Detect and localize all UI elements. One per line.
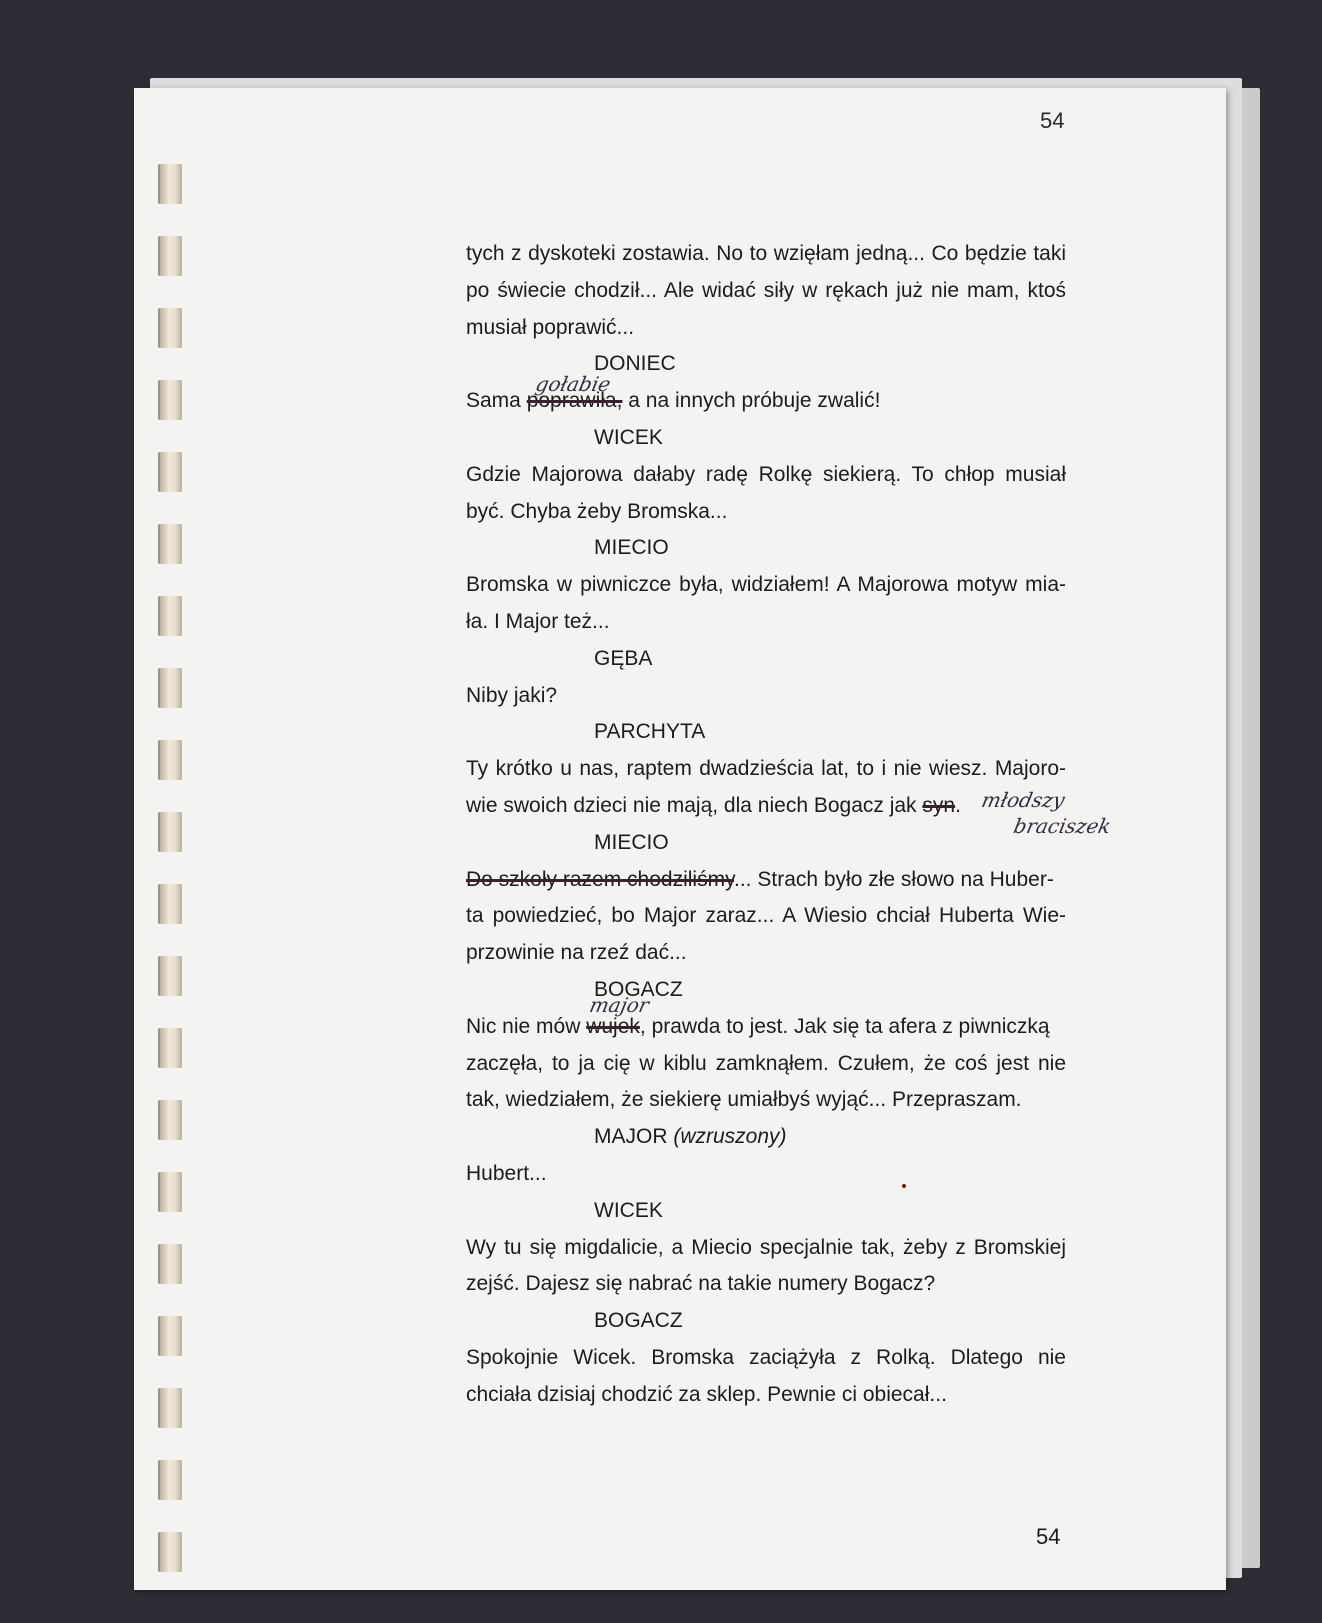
binding-ring [158,596,182,636]
binding-ring [158,1172,182,1212]
dialogue-line: po świecie chodził... Ale widać siły w rękach już nie mam, ktoś [466,278,1066,302]
dialogue-line: Gdzie Majorowa dałaby radę Rolkę siekierą. To chłop musiał [466,462,1066,486]
ink-mark [902,1184,906,1188]
character-name [466,1119,1066,1156]
character-name [466,825,1066,862]
dialogue-line: Hubert... [466,1161,547,1185]
character-name [466,1303,1066,1340]
binding-ring [158,1460,182,1500]
dialogue-line: tak, wiedziałem, że siekierę umiałbyś wyjąć... Przepraszam. [466,1088,1022,1112]
handwritten-correction: braciszek [1011,814,1114,838]
binding-ring [158,812,182,852]
dialogue-fragment: Nic nie mów [466,1014,587,1038]
character-name [466,420,1066,457]
page-number-top: 54 [1040,108,1065,133]
dialogue-line: zejść. Dajesz się nabrać na takie numery Bogacz? [466,1272,936,1296]
binding-ring [158,380,182,420]
dialogue-line: Bromska w piwniczce była, widziałem! A Majorowa motyw mia- [466,573,1066,597]
character-label: GĘBA [594,646,653,670]
character-label: MIECIO [594,536,669,560]
character-name [466,1193,1066,1230]
character-label: PARCHYTA [594,720,706,744]
dialogue-fragment: Sama [466,389,527,413]
binding-ring [158,1388,182,1428]
character-label: DONIEC [594,352,676,376]
struck-text: Do szkoły razem chodziliśmy [466,867,735,891]
handwritten-correction: młodszy [979,788,1067,812]
binding-ring [158,452,182,492]
binding-ring [158,236,182,276]
character-name [466,972,1066,1009]
binding-ring [158,164,182,204]
dialogue-line: musiał poprawić... [466,315,635,339]
struck-text: syn [922,793,956,817]
character-label: MIECIO [594,830,669,854]
dialogue-line: być. Chyba żeby Bromska... [466,499,728,523]
character-label: BOGACZ [594,1309,683,1333]
spiral-binding [138,92,198,1582]
binding-ring [158,1028,182,1068]
dialogue-line: zaczęła, to ja cię w kiblu zamknąłem. Czułem, że coś jest nie [466,1051,1066,1075]
dialogue-line: przowinie na rzeź dać... [466,941,687,965]
dialogue-fragment: . [955,793,961,817]
dialogue-fragment: a na innych próbuje zwalić! [622,389,881,413]
binding-ring [158,1532,182,1572]
dialogue-line: ła. I Major też... [466,609,610,633]
dialogue-line [466,862,1066,899]
dialogue-line: Spokojnie Wicek. Bromska zaciążyła z Rolką. Dlatego nie [466,1345,1066,1369]
character-name [466,641,1066,678]
character-label: WICEK [594,1198,663,1222]
dialogue-line: Niby jaki? [466,683,558,707]
script-text [466,236,1066,1414]
binding-ring [158,1100,182,1140]
character-name [466,714,1066,751]
character-name [466,530,1066,567]
dialogue-line: Ty krótko u nas, raptem dwadzieścia lat, to i nie wiesz. Majoro- [466,757,1066,781]
binding-ring [158,308,182,348]
binding-ring [158,524,182,564]
dialogue-line [466,788,1066,825]
dialogue-fragment: ... Strach było złe słowo na Huber- [734,867,1054,891]
dialogue-line: Wy tu się migdalicie, a Miecio specjalnie tak, żeby z Bromskiej [466,1235,1066,1259]
struck-text: wujek [586,1014,640,1038]
binding-ring [158,884,182,924]
binding-ring [158,668,182,708]
binding-ring [158,740,182,780]
stage-direction: (wzruszony) [673,1125,787,1149]
character-label: MAJOR [594,1125,668,1149]
character-label: WICEK [594,425,663,449]
handwritten-correction: gołabie [533,372,613,396]
character-label: BOGACZ [594,977,683,1001]
dialogue-line: tych z dyskoteki zostawia. No to wzięłam jedną... Co będzie taki [466,242,1066,265]
dialogue-line [466,1009,1066,1046]
dialogue-line: ta powiedzieć, bo Major zaraz... A Wiesio chciał Huberta Wie- [466,904,1066,928]
page-number: 54 [1036,1524,1061,1549]
dialogue-fragment: wie swoich dzieci nie mają, dla niech Bogacz jak [466,793,923,817]
binding-ring [158,1244,182,1284]
binding-ring [158,1316,182,1356]
dialogue-line: chciała dzisiaj chodzić za sklep. Pewnie ci obiecał... [466,1382,947,1406]
binding-ring [158,956,182,996]
struck-text: poprawiła, [526,389,623,413]
handwritten-correction: major [587,993,652,1017]
dialogue-fragment: , prawda to jest. Jak się ta afera z piwniczką [639,1014,1050,1038]
